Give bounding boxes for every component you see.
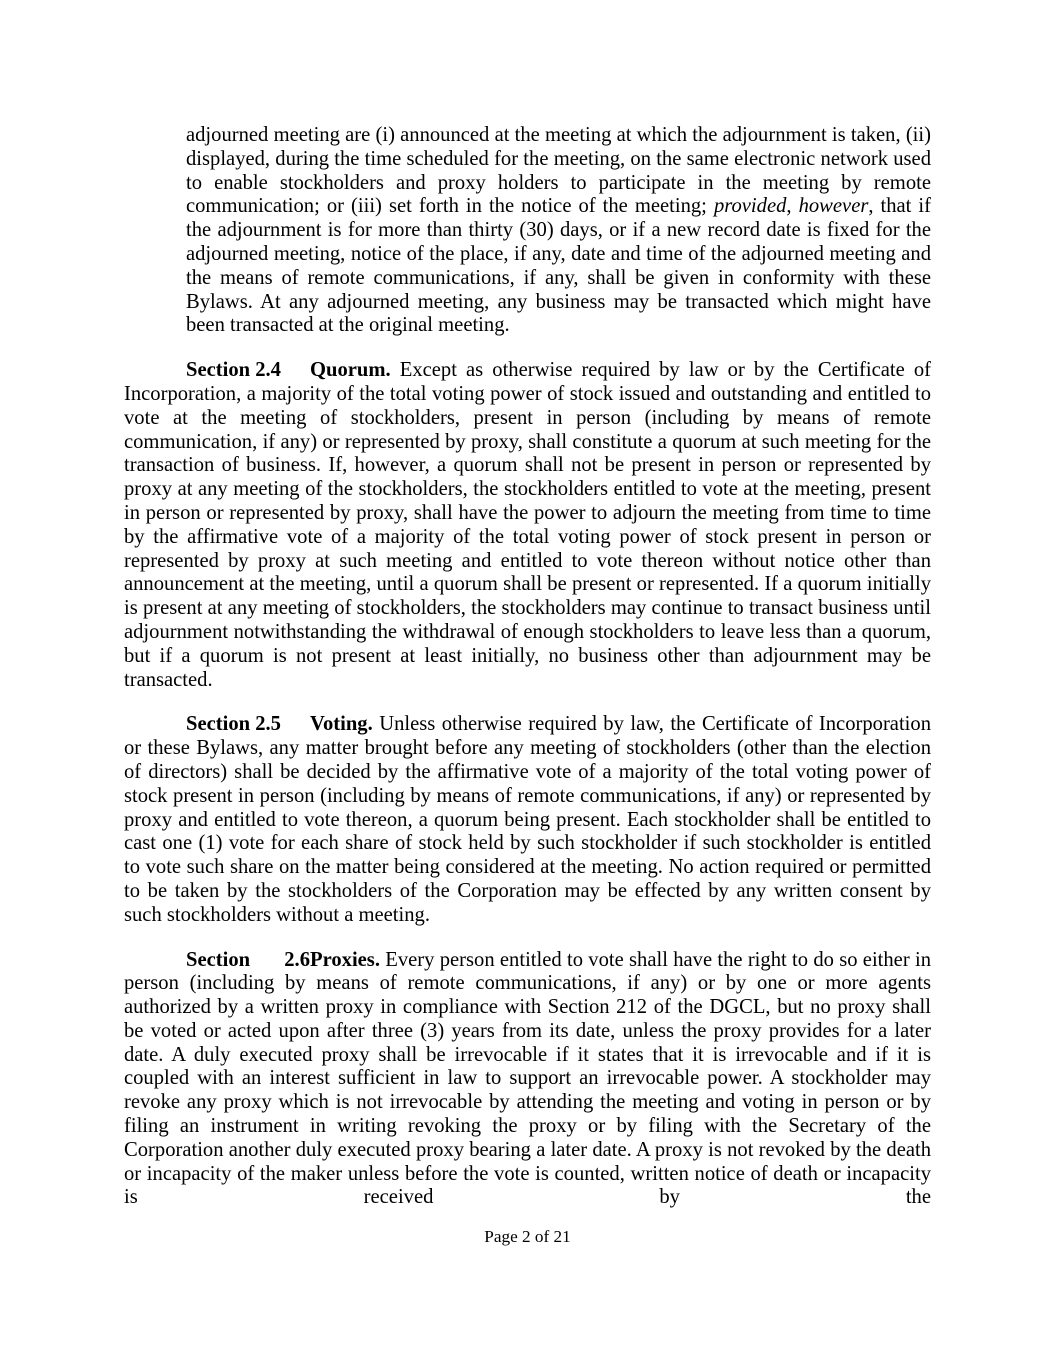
page-body xyxy=(124,124,931,1231)
section-2-6-proxies xyxy=(124,949,931,1211)
section-number: Section 2.4 xyxy=(186,359,281,382)
paragraph-text-between: , xyxy=(786,195,799,218)
section-title: Proxies. xyxy=(310,948,380,971)
paragraph-text-after: , that if the adjournment is for more than thirty (30) days, or if a new record date is fixed for the adjourned meeting, notice of the place, if any, date and time of the adjourned meeting and the means of remote communications, if any, shall be given in conformity with these Bylaws. At any adjourned meeting, any business may be transacted which might have been transacted at the original meeting. xyxy=(186,195,932,337)
section-title: Quorum. xyxy=(310,359,391,382)
section-2-4-quorum xyxy=(124,359,931,692)
paragraph-text-before: adjourned meeting are (i) announced at the meeting at which the adjournment is taken, (ii) displayed, during the time scheduled for the meeting, on the same electronic network used to enable stockholders and proxy holders to participate in the meeting by remote communication; or (iii) set forth in the notice of the meeting; xyxy=(186,124,931,218)
italic-term-provided: provided xyxy=(713,195,787,218)
page-number: Page 2 of 21 xyxy=(484,1227,571,1246)
section-2-5-voting xyxy=(124,713,931,927)
section-body: Except as otherwise required by law or by the Certificate of Incorporation, a majority of the total voting power of stock issued and outstanding and entitled to vote at the meeting of stockholders, present in person (including by means of remote communication, if any) or represented by proxy, shall constitute a quorum at such meeting for the transaction of business. If, however, a quorum shall not be present in person or represented by proxy at any meeting of the stockholders, the stockholders entitled to vote at the meeting, present in person or represented by proxy, shall have the power to adjourn the meeting from time to time by the affirmative vote of a majority of the total voting power of stock present in person or represented by proxy at such meeting and entitled to vote thereon without notice other than announcement at the meeting, until a quorum shall be present or represented. If a quorum initially is present at any meeting of stockholders, the stockholders may continue to transact business until adjournment notwithstanding the withdrawal of enough stockholders to leave less than a quorum, but if a quorum is not present at least initially, no business other than adjournment may be transacted. xyxy=(124,359,931,691)
italic-term-however: however xyxy=(798,195,869,218)
continued-paragraph xyxy=(186,124,931,338)
section-body: Unless otherwise required by law, the Certificate of Incorporation or these Bylaws, any matter brought before any meeting of stockholders (other than the election of directors) shall be decided by the affirmative vote of a majority of the total voting power of stock present in person (including by means of remote communications, if any) or represented by proxy and entitled to vote thereon, a quorum being present. Each stockholder shall be entitled to cast one (1) vote for each share of stock held by such stockholder if such stockholder is entitled to vote such share on the matter being considered at the meeting. No action required or permitted to be taken by the stockholders of the Corporation may be effected by any written consent by such stockholders without a meeting. xyxy=(124,713,931,926)
section-number: Section 2.5 xyxy=(186,713,281,736)
section-number: Section 2.6 xyxy=(186,948,310,971)
section-body: Every person entitled to vote shall have the right to do so either in person (including by means of remote communications, if any) or by one or more agents authorized by a written proxy in compliance with Section 212 of the DGCL, but no proxy shall be voted or acted upon after three (3) years from its date, unless the proxy provides for a later date. A duly executed proxy shall be irrevocable if it states that it is irrevocable and if it is coupled with an interest sufficient in law to support an irrevocable power. A stockholder may revoke any proxy which is not irrevocable by attending the meeting and voting in person or by filing an instrument in writing revoking the proxy or by filing with the Secretary of the Corporation another duly executed proxy bearing a later date. A proxy is not revoked by the death or incapacity of the maker unless before the vote is counted, written notice of death or incapacity is received by the xyxy=(124,948,931,1209)
section-title: Voting. xyxy=(310,713,373,736)
